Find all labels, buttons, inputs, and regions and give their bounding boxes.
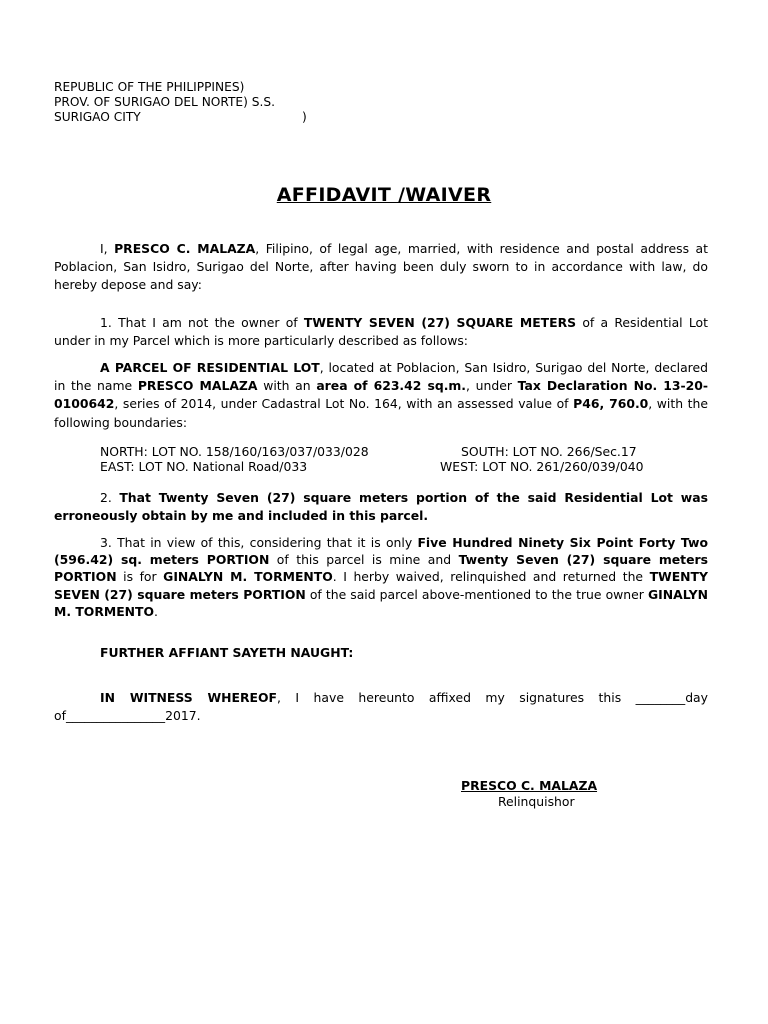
affiant-name: PRESCO C. MALAZA bbox=[114, 241, 256, 256]
document-title: AFFIDAVIT /WAIVER bbox=[276, 184, 492, 206]
boundary-south: SOUTH: LOT NO. 266/Sec.17 bbox=[461, 444, 637, 459]
boundary-east: EAST: LOT NO. National Road/033 bbox=[100, 459, 308, 474]
witness-text: , I have hereunto affixed my signatures this ________day of________________2017. bbox=[54, 690, 708, 724]
parcel-assessed-value: P46, 760.0 bbox=[573, 396, 649, 412]
item-3-text-3: is for bbox=[116, 569, 164, 585]
item-3-text-4: . I herby waived, relinquished and returned the bbox=[332, 569, 650, 585]
parcel-area: area of 623.42 sq.m. bbox=[316, 378, 467, 394]
further-affiant-line: FURTHER AFFIANT SAYETH NAUGHT: bbox=[100, 645, 354, 660]
item-3-bold-2: Twenty Seven (27) square meters PORTION bbox=[54, 552, 708, 585]
witness-bold: IN WITNESS WHEREOF bbox=[100, 690, 278, 705]
parcel-text-1: , located at Poblacion, San Isidro, Surigao del Norte, declared in the name bbox=[54, 360, 708, 394]
intro-text-1: I, bbox=[100, 241, 115, 256]
parcel-text-3: , under bbox=[466, 378, 518, 394]
header-city: SURIGAO CITY bbox=[54, 110, 141, 124]
item-3-bold-3: GINALYN M. TORMENTO bbox=[163, 569, 333, 585]
parcel-paragraph bbox=[54, 359, 708, 432]
boundary-west: WEST: LOT NO. 261/260/039/040 bbox=[440, 459, 644, 474]
item-3-text-1: 3. That in view of this, considering that it is only bbox=[100, 535, 418, 550]
item-1-text-1: 1. That I am not the owner of bbox=[100, 315, 304, 330]
signatory-role: Relinquishor bbox=[498, 794, 575, 809]
boundary-north: NORTH: LOT NO. 158/160/163/037/033/028 bbox=[100, 444, 369, 459]
parcel-tax-declaration: Tax Declaration No. 13-20-0100642 bbox=[54, 378, 708, 412]
parcel-owner-name: PRESCO MALAZA bbox=[137, 378, 258, 394]
parcel-text-4: , series of 2014, under Cadastral Lot No. 164, with an assessed value of bbox=[114, 396, 574, 412]
signatory-name: PRESCO C. MALAZA bbox=[461, 778, 598, 793]
item-3-bold-1: Five Hundred Ninety Six Point Forty Two (596.42) sq. meters PORTION bbox=[54, 535, 708, 568]
header-city-bracket: ) bbox=[302, 110, 307, 124]
item-3-paragraph bbox=[54, 534, 708, 620]
item-1-text-2: of a Residential Lot under in my Parcel which is more particularly described as follows: bbox=[54, 315, 708, 349]
item-3-bold-4: TWENTY SEVEN (27) square meters PORTION bbox=[54, 569, 708, 602]
intro-text-2: , Filipino, of legal age, married, with residence and postal address at Poblacion, San Isidro, Surigao del Norte, after having been duly sworn to in accordance with law, do hereby depose and say: bbox=[54, 241, 708, 293]
intro-paragraph bbox=[54, 240, 708, 295]
item-1-bold-area: TWENTY SEVEN (27) SQUARE METERS bbox=[303, 315, 577, 330]
item-2-text-1: 2. bbox=[100, 490, 120, 505]
parcel-text-2: with an bbox=[257, 378, 317, 394]
item-3-bold-5: GINALYN M. TORMENTO bbox=[54, 586, 708, 619]
item-3-text-2: of this parcel is mine and bbox=[269, 552, 459, 568]
parcel-text-5: , with the following boundaries: bbox=[54, 396, 708, 430]
witness-paragraph bbox=[54, 689, 708, 725]
item-1-paragraph bbox=[54, 314, 708, 350]
item-2-paragraph bbox=[54, 489, 708, 525]
header-republic: REPUBLIC OF THE PHILIPPINES) bbox=[54, 80, 245, 94]
item-3-text-6: . bbox=[154, 603, 158, 619]
parcel-bold-1: A PARCEL OF RESIDENTIAL LOT bbox=[100, 360, 320, 375]
header-province: PROV. OF SURIGAO DEL NORTE) S.S. bbox=[54, 95, 275, 109]
item-2-bold: That Twenty Seven (27) square meters portion of the said Residential Lot was erroneously obtain by me and included in this parcel. bbox=[54, 490, 708, 524]
item-3-text-5: of the said parcel above-mentioned to the true owner bbox=[305, 586, 648, 602]
